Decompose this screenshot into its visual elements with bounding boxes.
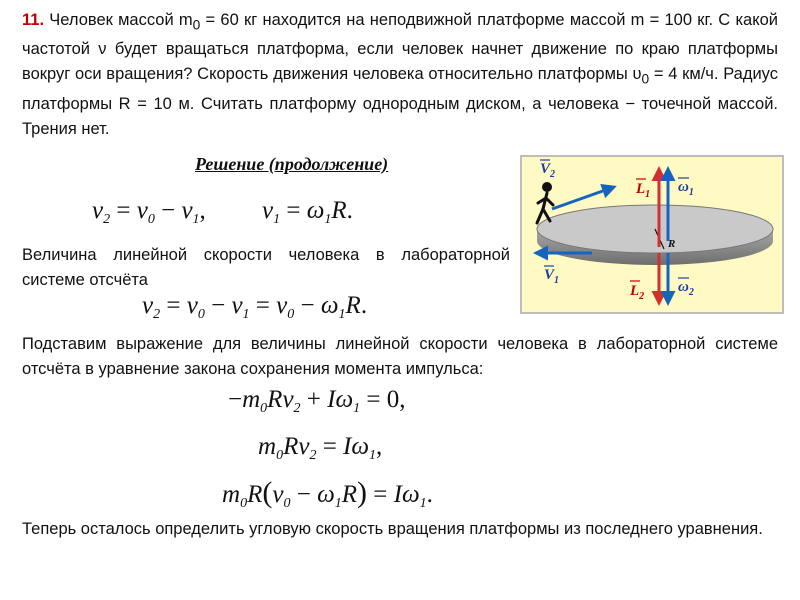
equation-v2-expanded: $v_2 = v_0 - v_1 = v_0 - \omega_1R$.	[142, 292, 368, 322]
platform-figure	[520, 155, 784, 314]
problem-text-2: = 60 кг находится на неподвижной платформе массой m = 100 кг. С какой частотой ν будет вращаться платформа, если человек начнет движение по краю платформы вокруг оси вращения? Скорость движения человека относительно платформы υ	[22, 11, 779, 84]
equation-v1: $v_1 = \omega_1R$.	[262, 197, 353, 227]
label-l1: $L_1$	[636, 181, 651, 200]
arrow-v2	[552, 187, 614, 209]
equation-momentum-2: $m_0Rv_2 = I\omega_1$,	[258, 433, 383, 463]
label-v1: $V_1$	[544, 267, 560, 286]
text-lab-velocity: Величина линейной скорости человека в лабораторной системе отсчёта	[22, 246, 510, 289]
text-substitution: Подставим выражение для величины линейной скорости человека в лабораторной системе отсчёта в уравнение закона сохранения момента импульса:	[22, 335, 778, 378]
problem-sub-1: 0	[192, 17, 201, 33]
solution-title: Решение (продолжение)	[195, 154, 389, 174]
text-conclusion: Теперь осталось определить угловую скорость вращения платформы из последнего уравнения.	[22, 520, 763, 538]
equation-v2: $v_2 = v_0 - v_1$,	[92, 197, 206, 227]
label-omega2: $\omega_2$	[678, 279, 694, 298]
label-v2: $V_2$	[540, 161, 556, 180]
platform-diagram	[522, 157, 782, 312]
person-figure	[537, 182, 553, 223]
problem-sub-2: 0	[641, 71, 650, 87]
problem-text-1: Человек массой m	[44, 11, 193, 29]
label-l2: $L_2$	[630, 283, 645, 302]
problem-text-3: = 4 км/ч. Радиус платформы R = 10 м. Считать платформу однородным диском, а человека − точечной массой. Трения нет.	[22, 65, 778, 138]
equation-momentum-1: $-m_0Rv_2 + I\omega_1 = 0$,	[228, 386, 406, 416]
equation-momentum-3: $m_0R(v_0 - \omega_1R) = I\omega_1$.	[222, 476, 433, 511]
label-radius: R	[668, 238, 676, 250]
problem-statement	[22, 8, 778, 142]
problem-number: 11.	[22, 11, 45, 29]
label-omega1: $\omega_1$	[678, 179, 694, 198]
